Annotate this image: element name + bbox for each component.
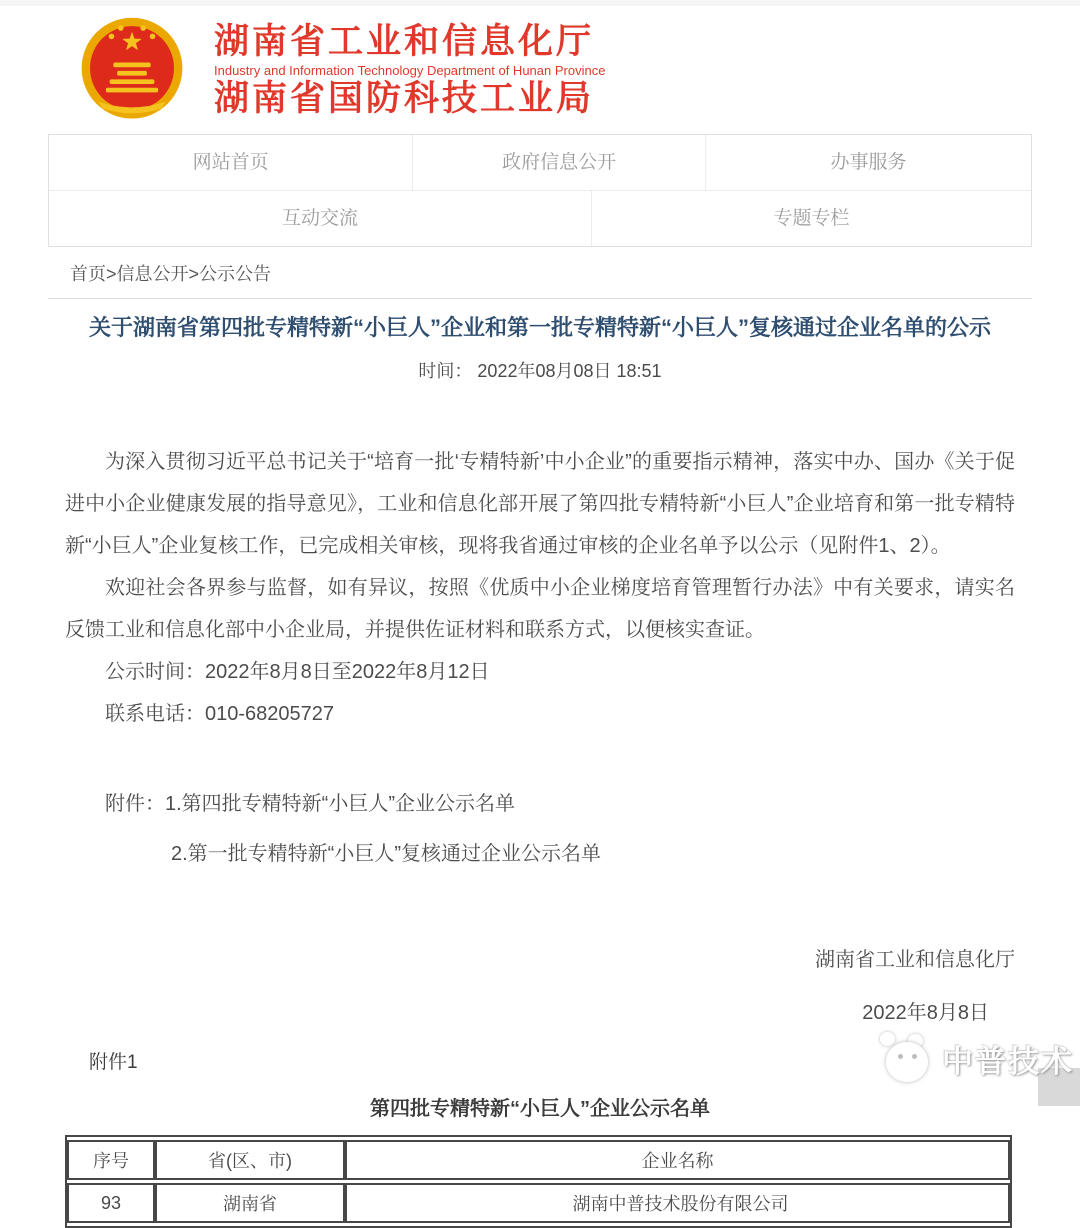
watermark-text: 中普技术	[942, 1043, 1074, 1079]
org-name-en: Industry and Information Technology Department of Hunan Province	[214, 62, 606, 78]
breadcrumb-separator: >	[188, 264, 200, 284]
nav-item-special-columns[interactable]: 专题专栏	[591, 191, 1031, 246]
annex-table-title: 第四批专精特新“小巨人”企业公示名单	[370, 1098, 710, 1120]
article-body	[65, 441, 1015, 735]
attachment-line-2: 2.第一批专精特新“小巨人”复核通过企业公示名单	[171, 843, 601, 865]
header-province: 省(区、市)	[155, 1140, 345, 1180]
breadcrumb-home[interactable]: 首页	[70, 264, 106, 284]
paragraph-1: 为深入贯彻习近平总书记关于“培育一批‘专精特新’中小企业”的重要指示精神，落实中办、国办《关于促进中小企业健康发展的指导意见》，工业和信息化部开展了第四批专精特新“小巨人”企业培育和第一批专精特新“小巨人”企业复核工作，已完成相关审核，现将我省通过审核的企业名单予以公示（见附件1、2）。	[65, 451, 1015, 557]
breadcrumb	[48, 247, 1032, 299]
cell-company-name: 湖南中普技术股份有限公司	[345, 1183, 1010, 1223]
table-row	[67, 1183, 1010, 1223]
nav-item-gov-info[interactable]: 政府信息公开	[412, 135, 705, 190]
attachments-list	[65, 779, 1015, 879]
main-nav	[48, 134, 1032, 247]
signature-date: 2022年8月8日	[862, 1002, 989, 1024]
org-name-cn-2: 湖南省国防科技工业局	[214, 78, 595, 118]
header-serial-no: 序号	[67, 1140, 155, 1180]
attachment-line-1: 附件：1.第四批专精特新“小巨人”企业公示名单	[105, 793, 515, 815]
national-emblem-icon	[76, 14, 188, 126]
nav-row-2	[49, 191, 1031, 246]
cell-province: 湖南省	[155, 1183, 345, 1223]
nav-item-services[interactable]: 办事服务	[705, 135, 1031, 190]
breadcrumb-separator: >	[106, 264, 117, 284]
watermark	[882, 1032, 1074, 1084]
article-title: 关于湖南省第四批专精特新“小巨人”企业和第一批专精特新“小巨人”复核通过企业名单的公示	[88, 315, 991, 340]
site-masthead	[0, 6, 1080, 134]
table-header-row	[67, 1140, 1010, 1180]
org-name-cn-1: 湖南省工业和信息化厅	[214, 21, 595, 61]
article-publish-time: 时间： 2022年08月08日 18:51	[418, 361, 662, 381]
breadcrumb-public-notices[interactable]: 公示公告	[199, 264, 272, 284]
nav-row-1	[49, 135, 1031, 191]
publicity-period-line: 公示时间：2022年8月8日至2022年8月12日	[105, 661, 490, 683]
zhongpu-logo-icon	[882, 1032, 934, 1084]
annex-table	[65, 1135, 1012, 1228]
masthead-text	[214, 22, 605, 119]
header-company-name: 企业名称	[345, 1140, 1010, 1180]
article	[0, 313, 1080, 1228]
breadcrumb-info-disclosure[interactable]: 信息公开	[116, 264, 189, 284]
contact-phone-line: 联系电话：010-68205727	[105, 703, 335, 725]
nav-item-interaction[interactable]: 互动交流	[282, 208, 359, 229]
cell-serial-no: 93	[67, 1183, 155, 1223]
paragraph-2: 欢迎社会各界参与监督，如有异议，按照《优质中小企业梯度培育管理暂行办法》中有关要求，请实名反馈工业和信息化部中小企业局，并提供佐证材料和联系方式，以便核实查证。	[65, 577, 1015, 641]
signature-org: 湖南省工业和信息化厅	[815, 949, 1015, 971]
signature-block	[65, 943, 1015, 1025]
annex-label: 附件1	[89, 1052, 138, 1073]
nav-item-home[interactable]: 网站首页	[192, 152, 269, 173]
